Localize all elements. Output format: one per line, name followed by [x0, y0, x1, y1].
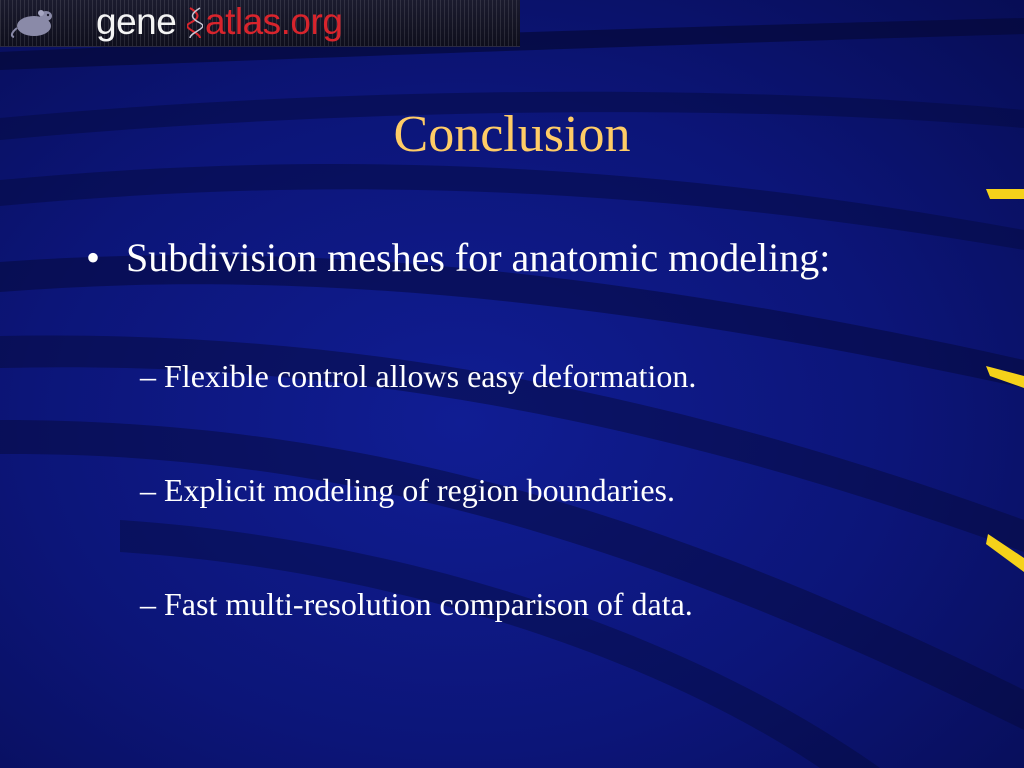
- accent-mark-1: [984, 186, 1024, 202]
- bullet-item: [86, 234, 830, 282]
- mouse-icon: [8, 6, 56, 40]
- logo-atlas-text: atlas.org: [205, 1, 343, 42]
- sub-bullet-item: – Explicit modeling of region boundaries.: [140, 472, 675, 508]
- sub-bullet-item: – Flexible control allows easy deformation.: [140, 358, 697, 394]
- bullet-text: Subdivision meshes for anatomic modeling:: [126, 235, 831, 280]
- logo-gene-text: gene: [96, 1, 177, 42]
- slide-title: Conclusion: [393, 106, 631, 163]
- dna-helix-icon: [187, 6, 203, 40]
- accent-mark-3: [984, 530, 1024, 574]
- sub-bullet-item: – Fast multi-resolution comparison of data.: [140, 586, 693, 622]
- logo-bar: [0, 0, 520, 47]
- accent-mark-2: [984, 362, 1024, 390]
- bullet-marker: •: [86, 235, 101, 280]
